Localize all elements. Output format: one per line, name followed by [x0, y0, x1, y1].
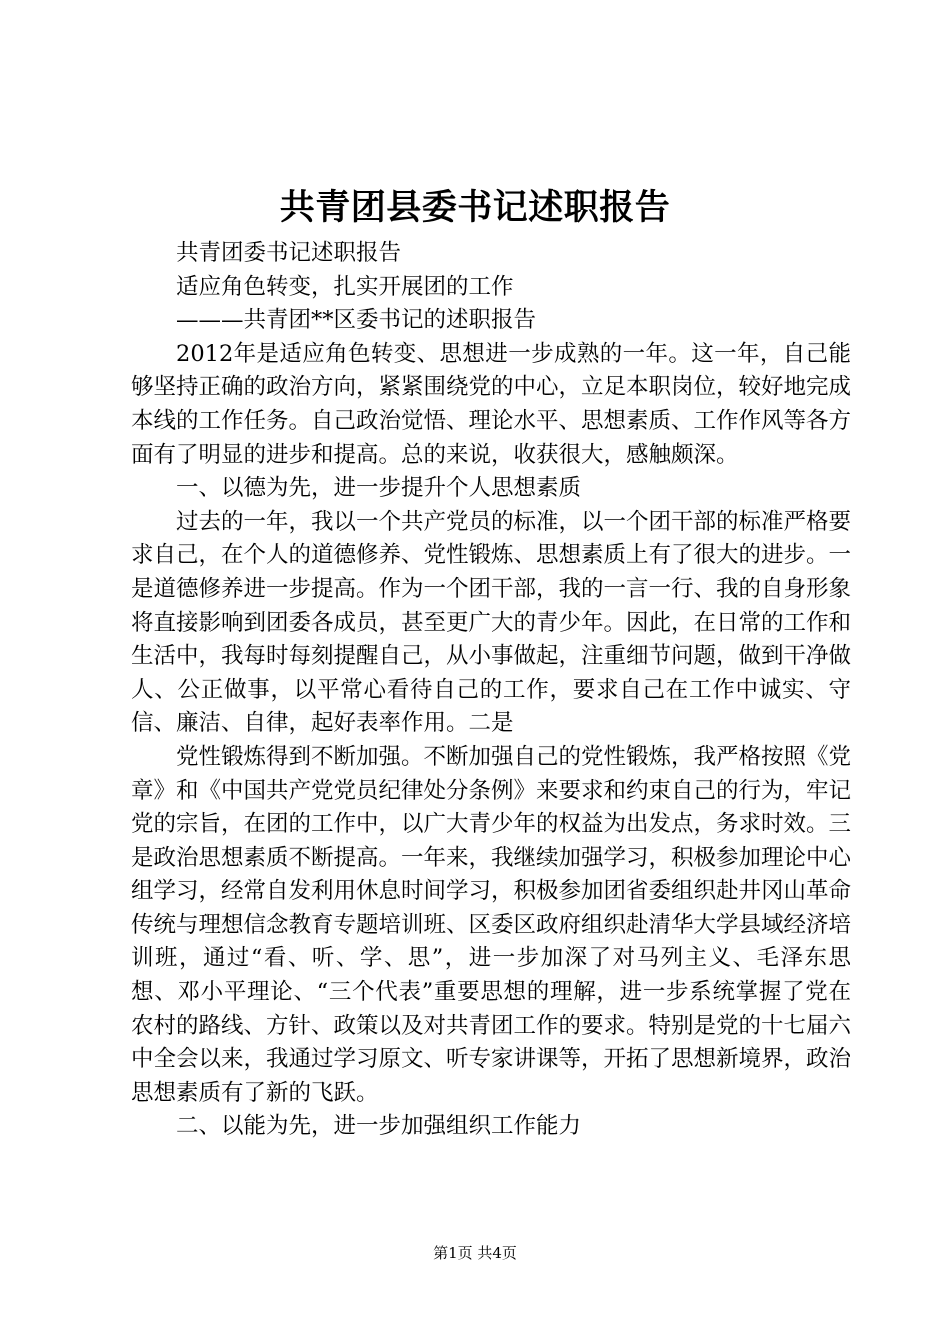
- section-heading-1: 一、以德为先，进一步提升个人思想素质: [176, 475, 582, 502]
- paragraph-byline: ———共青团**区委书记的述职报告: [176, 307, 537, 334]
- document-title: 共青团县委书记述职报告: [279, 187, 671, 228]
- section-heading-2: 二、以能为先，进一步加强组织工作能力: [176, 1113, 582, 1140]
- paragraph-party-spirit: 党性锻炼得到不断加强。不断加强自己的党性锻炼，我严格按照《党章》和《中国共产党党员纪律处分条例》来要求和约束自己的行为，牢记党的宗旨，在团的工作中，以广大青少年的权益为出发点，务求时效。三是政治思想素质不断提高。一年来，我继续加强学习，积极参加理论中心组学习，经常自发利用休息时间学习，积极参加团省委组织赴井冈山革命传统与理想信念教育专题培训班、区委区政府组织赴清华大学县域经济培训班，通过“看、听、学、思”，进一步加深了对马列主义、毛泽东思想、邓小平理论、“三个代表”重要思想的理解，进一步系统掌握了党在农村的路线、方针、政策以及对共青团工作的要求。特别是党的十七届六中全会以来，我通过学习原文、听专家讲课等，开拓了思想新境界，政治思想素质有了新的飞跃。: [131, 743, 852, 1106]
- paragraph-intro: 2012年是适应角色转变、思想进一步成熟的一年。这一年，自己能够坚持正确的政治方向，紧紧围绕党的中心，立足本职岗位，较好地完成本线的工作任务。自己政治觉悟、理论水平、思想素质、工作作风等各方面有了明显的进步和提高。总的来说，收获很大，感触颇深。: [131, 340, 852, 468]
- paragraph-theme: 适应角色转变，扎实开展团的工作: [176, 273, 514, 300]
- paragraph-section-1: 过去的一年，我以一个共产党员的标准，以一个团干部的标准严格要求自己，在个人的道德修养、党性锻炼、思想素质上有了很大的进步。一是道德修养进一步提高。作为一个团干部，我的一言一行、我的自身形象将直接影响到团委各成员，甚至更广大的青少年。因此，在日常的工作和生活中，我每时每刻提醒自己，从小事做起，注重细节问题，做到干净做人、公正做事，以平常心看待自己的工作，要求自己在工作中诚实、守信、廉洁、自律，起好表率作用。二是: [131, 508, 852, 737]
- document-body: [131, 237, 851, 1144]
- paragraph-subtitle: 共青团委书记述职报告: [176, 240, 402, 266]
- page-footer: 第1页 共4页: [433, 1244, 517, 1262]
